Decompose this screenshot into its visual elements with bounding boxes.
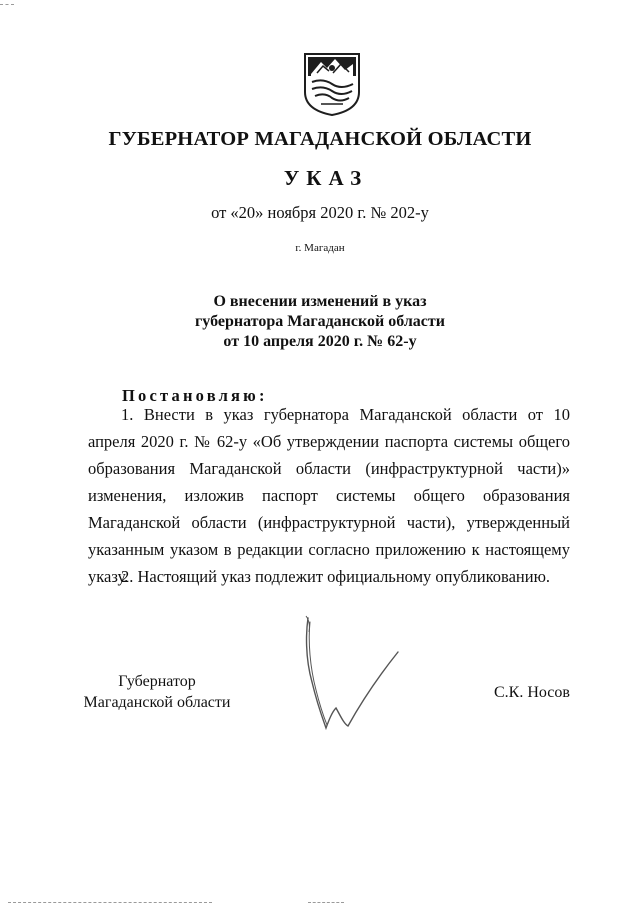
document-number-date: от «20» ноября 2020 г. № 202-у bbox=[211, 203, 429, 222]
subject-line: от 10 апреля 2020 г. № 62-у bbox=[223, 333, 417, 350]
scan-edge-mark bbox=[0, 4, 14, 5]
document-subject bbox=[0, 292, 640, 352]
signer-title-line: Магаданской области bbox=[83, 694, 231, 711]
decree-word: Постановляю: bbox=[122, 386, 268, 405]
paragraph-2: 2. Настоящий указ подлежит официальному опубликованию. bbox=[121, 567, 551, 586]
scan-edge-mark bbox=[308, 902, 344, 903]
signer-name: С.К. Носов bbox=[494, 684, 570, 701]
scan-edge-mark bbox=[8, 902, 212, 903]
governor-title: ГУБЕРНАТОР МАГАДАНСКОЙ ОБЛАСТИ bbox=[108, 128, 532, 150]
paragraph-1: 1. Внести в указ губернатора Магаданской области от 10 апреля 2020 г. № 62-у «Об утверждении паспорта системы общего образования Магаданской области (инфраструктурной части)» изменения, изложив паспорт системы общего образования Магаданской области (инфраструктурной части), утвержденный указанным указом в редакции согласно приложению к настоящему указу. bbox=[88, 405, 570, 586]
subject-line: О внесении изменений в указ bbox=[213, 293, 427, 310]
signer-title bbox=[82, 671, 232, 713]
signature-icon bbox=[296, 612, 406, 742]
coat-of-arms-icon bbox=[303, 52, 361, 116]
document-type: УКАЗ bbox=[283, 166, 369, 190]
signer-title-line: Губернатор bbox=[118, 673, 196, 690]
issue-city: г. Магадан bbox=[295, 242, 345, 254]
subject-line: губернатора Магаданской области bbox=[195, 313, 445, 330]
